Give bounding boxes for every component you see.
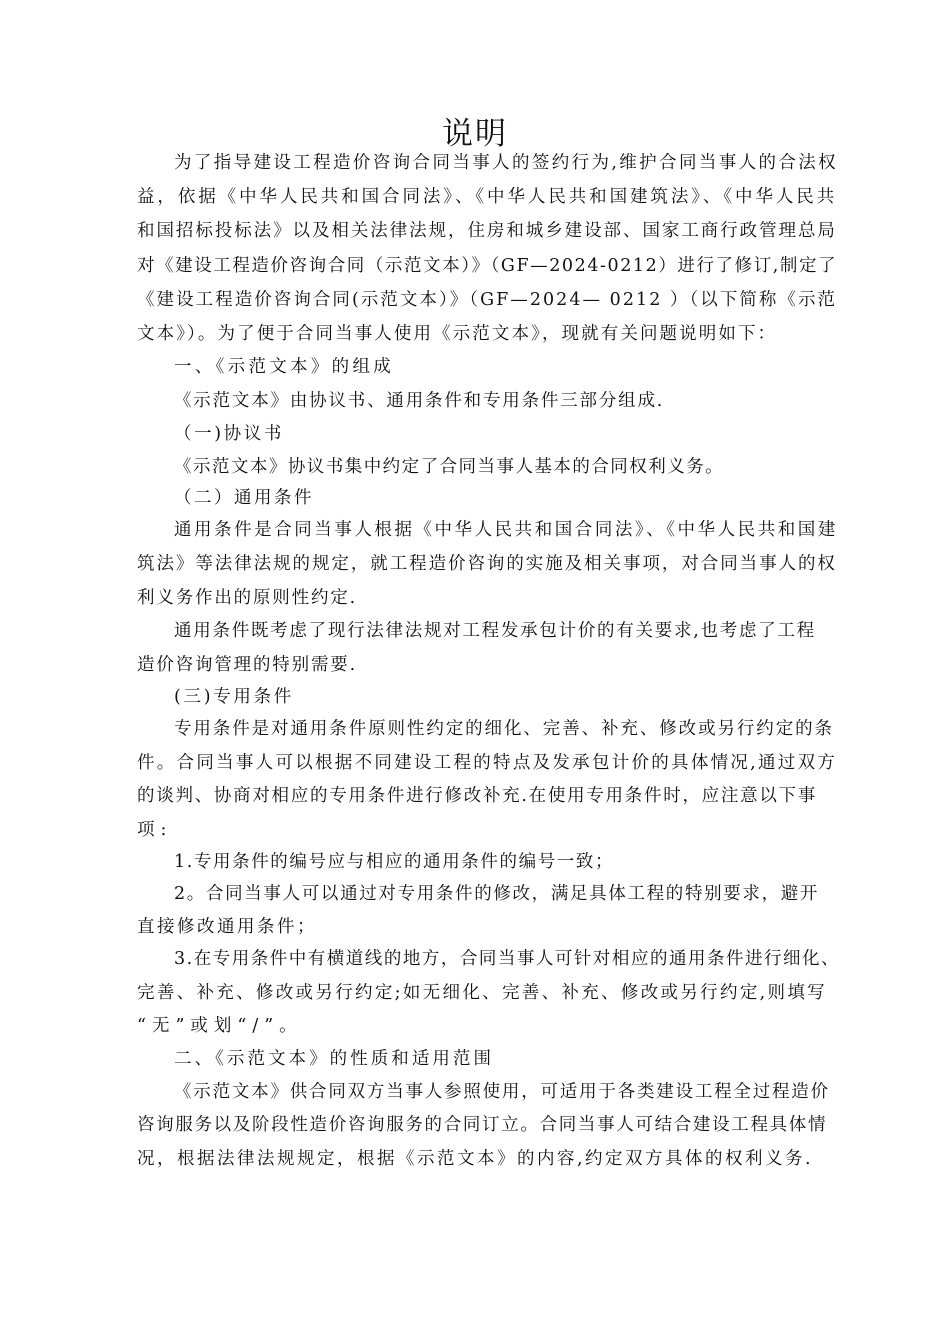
body-line: 文本》）。为了便于合同当事人使用《示范文本》，现就有关问题说明如下：	[137, 324, 778, 344]
body-line: 《示范文本》协议书集中约定了合同当事人基本的合同权利义务。	[174, 457, 725, 477]
list-item: 2。合同当事人可以通过对专用条件的修改，满足具体工程的特别要求，避开	[174, 884, 820, 904]
body-line: 利义务作出的原则性约定.	[137, 588, 358, 608]
body-line: 通用条件是合同当事人根据《中华人民共和国合同法》、《中华人民共和国建	[174, 520, 838, 540]
section-heading: 二、《示范文本》的性质和适用范围	[174, 1049, 495, 1069]
body-line: 《建设工程造价咨询合同(示范文本）》（GF—2024— 0212 ）（以下简称《示范	[137, 290, 838, 310]
list-item: “无”或划“/”。	[137, 1016, 303, 1036]
subsection-heading: (三)专用条件	[174, 687, 294, 707]
body-line: 对《建设工程造价咨询合同（示范文本）》（GF—2024-0212）进行了修订,制定了	[137, 256, 838, 276]
body-line: 《示范文本》由协议书、通用条件和专用条件三部分组成.	[174, 391, 665, 411]
list-item: 直接修改通用条件；	[137, 917, 317, 937]
body-line: 筑法》等法律法规的规定，就工程造价咨询的实施及相关事项，对合同当事人的权	[137, 554, 837, 574]
body-line: 咨询服务以及阶段性造价咨询服务的合同订立。合同当事人可结合建设工程具体情	[137, 1115, 828, 1135]
body-line: 的谈判、协商对相应的专用条件进行修改补充.在使用专用条件时，应注意以下事	[137, 786, 817, 806]
body-line: 况，根据法律法规规定，根据《示范文本》的内容,约定双方具体的权利义务.	[137, 1149, 814, 1169]
body-line: 项:	[137, 820, 173, 840]
list-item: 3.在专用条件中有横道线的地方，合同当事人可针对相应的通用条件进行细化、	[174, 949, 841, 969]
section-heading: 一、《示范文本》的组成	[174, 357, 395, 377]
body-line: 通用条件既考虑了现行法律法规对工程发承包计价的有关要求,也考虑了工程	[174, 621, 816, 641]
subsection-heading: （二）通用条件	[174, 488, 314, 508]
body-line: 益，依据《中华人民共和国合同法》、《中华人民共和国建筑法》、《中华人民共	[137, 187, 838, 207]
list-item: 完善、补充、修改或另行约定;如无细化、完善、补充、修改或另行约定,则填写	[137, 983, 827, 1003]
page-title: 说明	[442, 116, 508, 152]
body-line: 和国招标投标法》以及相关法律法规，住房和城乡建设部、国家工商行政管理总局	[137, 221, 837, 241]
body-line: 造价咨询管理的特别需要.	[137, 655, 358, 675]
body-line: 件。合同当事人可以根据不同建设工程的特点及发承包计价的具体情况,通过双方	[137, 753, 838, 773]
body-line: 为了指导建设工程造价咨询合同当事人的签约行为,维护合同当事人的合法权	[174, 153, 838, 173]
body-line: 专用条件是对通用条件原则性约定的细化、完善、补充、修改或另行约定的条	[174, 719, 834, 739]
list-item: 1.专用条件的编号应与相应的通用条件的编号一致；	[174, 852, 615, 872]
subsection-heading: （一)协议书	[174, 424, 284, 444]
body-line: 《示范文本》供合同双方当事人参照使用，可适用于各类建设工程全过程造价	[174, 1082, 830, 1102]
